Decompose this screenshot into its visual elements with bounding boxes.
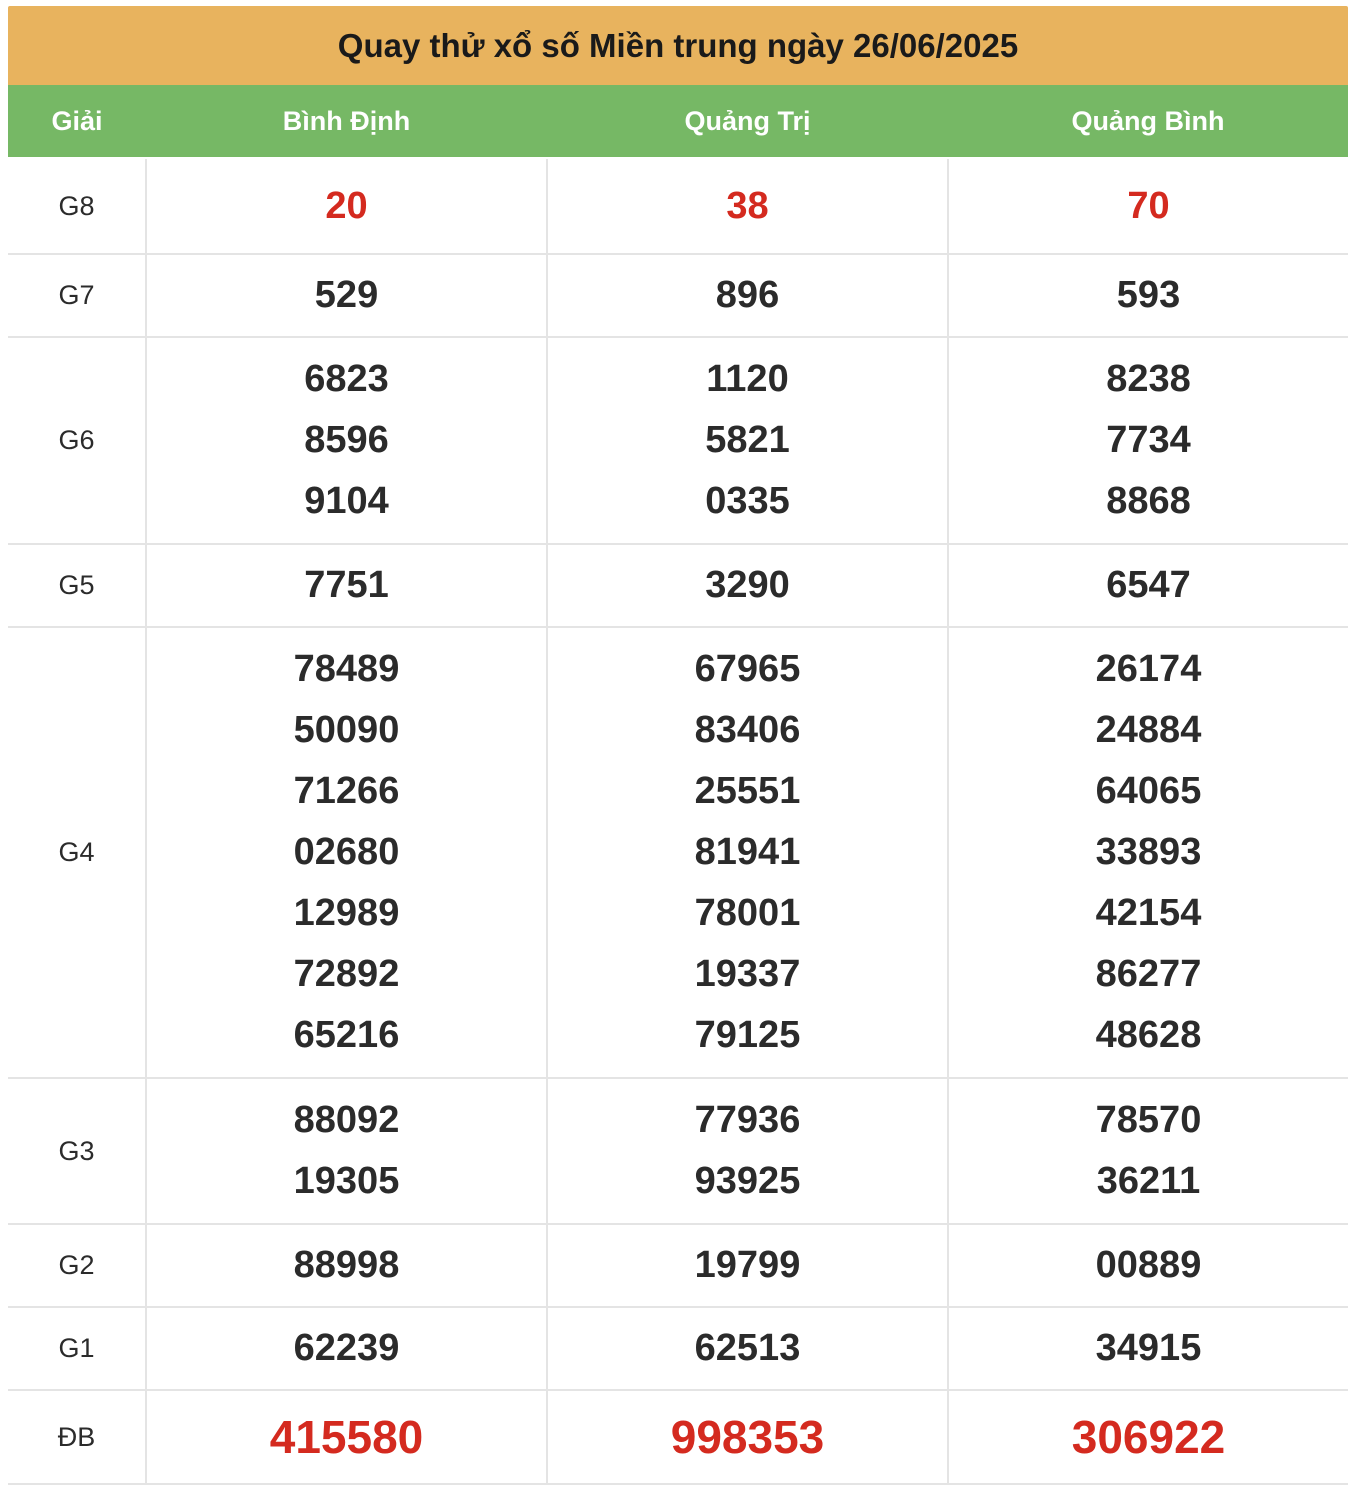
result-number: 00889	[1095, 1244, 1202, 1286]
result-number: 42154	[1095, 892, 1202, 934]
result-number: 3290	[705, 564, 790, 606]
result-number: 529	[314, 274, 379, 316]
result-number: 83406	[694, 709, 801, 751]
result-number: 8238	[1106, 358, 1191, 400]
result-cell-quang-tri	[547, 1224, 948, 1307]
results-table	[8, 85, 1348, 1485]
result-number: 25551	[694, 770, 801, 812]
result-number: 78570	[1095, 1099, 1202, 1141]
header-province-quang-tri[interactable]: Quảng Trị	[547, 85, 948, 158]
table-row	[8, 1307, 1348, 1390]
result-cell-quang-binh	[948, 1224, 1348, 1307]
result-cell-quang-binh	[948, 544, 1348, 627]
result-cell-quang-tri	[547, 337, 948, 544]
result-cell-binh-dinh	[146, 254, 547, 337]
table-header-row	[8, 85, 1348, 158]
prize-label: G5	[8, 544, 146, 627]
result-number: 12989	[293, 892, 400, 934]
result-number: 20	[325, 184, 368, 227]
result-cell-quang-binh	[948, 337, 1348, 544]
result-number: 77936	[694, 1099, 801, 1141]
result-number: 78489	[293, 648, 400, 690]
result-cell-binh-dinh	[146, 544, 547, 627]
prize-label: G8	[8, 158, 146, 254]
result-number: 62513	[694, 1327, 801, 1369]
result-cell-quang-tri	[547, 158, 948, 254]
result-number: 19799	[694, 1244, 801, 1286]
table-row	[8, 544, 1348, 627]
table-row	[8, 1078, 1348, 1224]
result-number: 8596	[304, 419, 389, 461]
result-number: 26174	[1095, 648, 1202, 690]
result-number: 9104	[304, 480, 389, 522]
result-number: 34915	[1095, 1327, 1202, 1369]
prize-label: ĐB	[8, 1390, 146, 1484]
result-cell-binh-dinh	[146, 1224, 547, 1307]
table-row	[8, 158, 1348, 254]
result-cell-quang-tri	[547, 1390, 948, 1484]
result-number: 998353	[670, 1410, 825, 1463]
result-number: 79125	[694, 1014, 801, 1056]
result-number: 0335	[705, 480, 790, 522]
result-number: 88998	[293, 1244, 400, 1286]
result-number: 64065	[1095, 770, 1202, 812]
result-number: 88092	[293, 1099, 400, 1141]
result-number: 306922	[1071, 1410, 1226, 1463]
result-cell-quang-binh	[948, 254, 1348, 337]
result-cell-binh-dinh	[146, 337, 547, 544]
result-number: 593	[1116, 274, 1181, 316]
result-number: 72892	[293, 953, 400, 995]
result-cell-quang-tri	[547, 544, 948, 627]
result-number: 1120	[706, 358, 789, 400]
table-row	[8, 254, 1348, 337]
prize-label: G7	[8, 254, 146, 337]
header-province-binh-dinh[interactable]: Bình Định	[146, 85, 547, 158]
result-number: 36211	[1096, 1160, 1201, 1202]
table-row	[8, 627, 1348, 1078]
table-row	[8, 1390, 1348, 1484]
result-number: 5821	[705, 419, 790, 461]
page-title: Quay thử xổ số Miền trung ngày 26/06/2025	[8, 6, 1348, 85]
header-province-quang-binh[interactable]: Quảng Bình	[948, 85, 1348, 158]
result-cell-binh-dinh	[146, 1390, 547, 1484]
result-cell-binh-dinh	[146, 1078, 547, 1224]
result-number: 67965	[694, 648, 801, 690]
result-number: 24884	[1095, 709, 1202, 751]
result-number: 6547	[1106, 564, 1191, 606]
result-number: 50090	[293, 709, 400, 751]
lottery-results-panel	[8, 6, 1348, 1485]
result-cell-quang-tri	[547, 1307, 948, 1390]
result-cell-quang-binh	[948, 158, 1348, 254]
result-number: 93925	[694, 1160, 801, 1202]
result-number: 19305	[293, 1160, 400, 1202]
result-cell-quang-binh	[948, 1390, 1348, 1484]
result-number: 78001	[694, 892, 801, 934]
result-number: 33893	[1095, 831, 1202, 873]
result-number: 896	[715, 274, 780, 316]
result-cell-binh-dinh	[146, 627, 547, 1078]
prize-label: G2	[8, 1224, 146, 1307]
prize-label: G3	[8, 1078, 146, 1224]
result-number: 19337	[694, 953, 801, 995]
result-number: 38	[726, 184, 769, 227]
result-cell-quang-binh	[948, 1078, 1348, 1224]
result-number: 86277	[1095, 953, 1202, 995]
result-number: 02680	[293, 831, 400, 873]
header-prize: Giải	[8, 85, 146, 158]
result-number: 65216	[293, 1014, 400, 1056]
result-cell-quang-tri	[547, 627, 948, 1078]
result-cell-binh-dinh	[146, 1307, 547, 1390]
result-cell-quang-tri	[547, 254, 948, 337]
table-row	[8, 1224, 1348, 1307]
results-body	[8, 158, 1348, 1484]
result-number: 81941	[694, 831, 801, 873]
prize-label: G1	[8, 1307, 146, 1390]
result-number: 415580	[269, 1410, 424, 1463]
result-cell-quang-binh	[948, 1307, 1348, 1390]
result-number: 70	[1127, 184, 1170, 227]
result-number: 71266	[293, 770, 400, 812]
table-row	[8, 337, 1348, 544]
prize-label: G4	[8, 627, 146, 1078]
result-cell-binh-dinh	[146, 158, 547, 254]
result-number: 7751	[304, 564, 389, 606]
prize-label: G6	[8, 337, 146, 544]
result-number: 48628	[1095, 1014, 1202, 1056]
result-cell-quang-binh	[948, 627, 1348, 1078]
result-number: 62239	[293, 1327, 400, 1369]
result-number: 8868	[1106, 480, 1191, 522]
result-number: 7734	[1106, 419, 1191, 461]
result-number: 6823	[304, 358, 389, 400]
result-cell-quang-tri	[547, 1078, 948, 1224]
